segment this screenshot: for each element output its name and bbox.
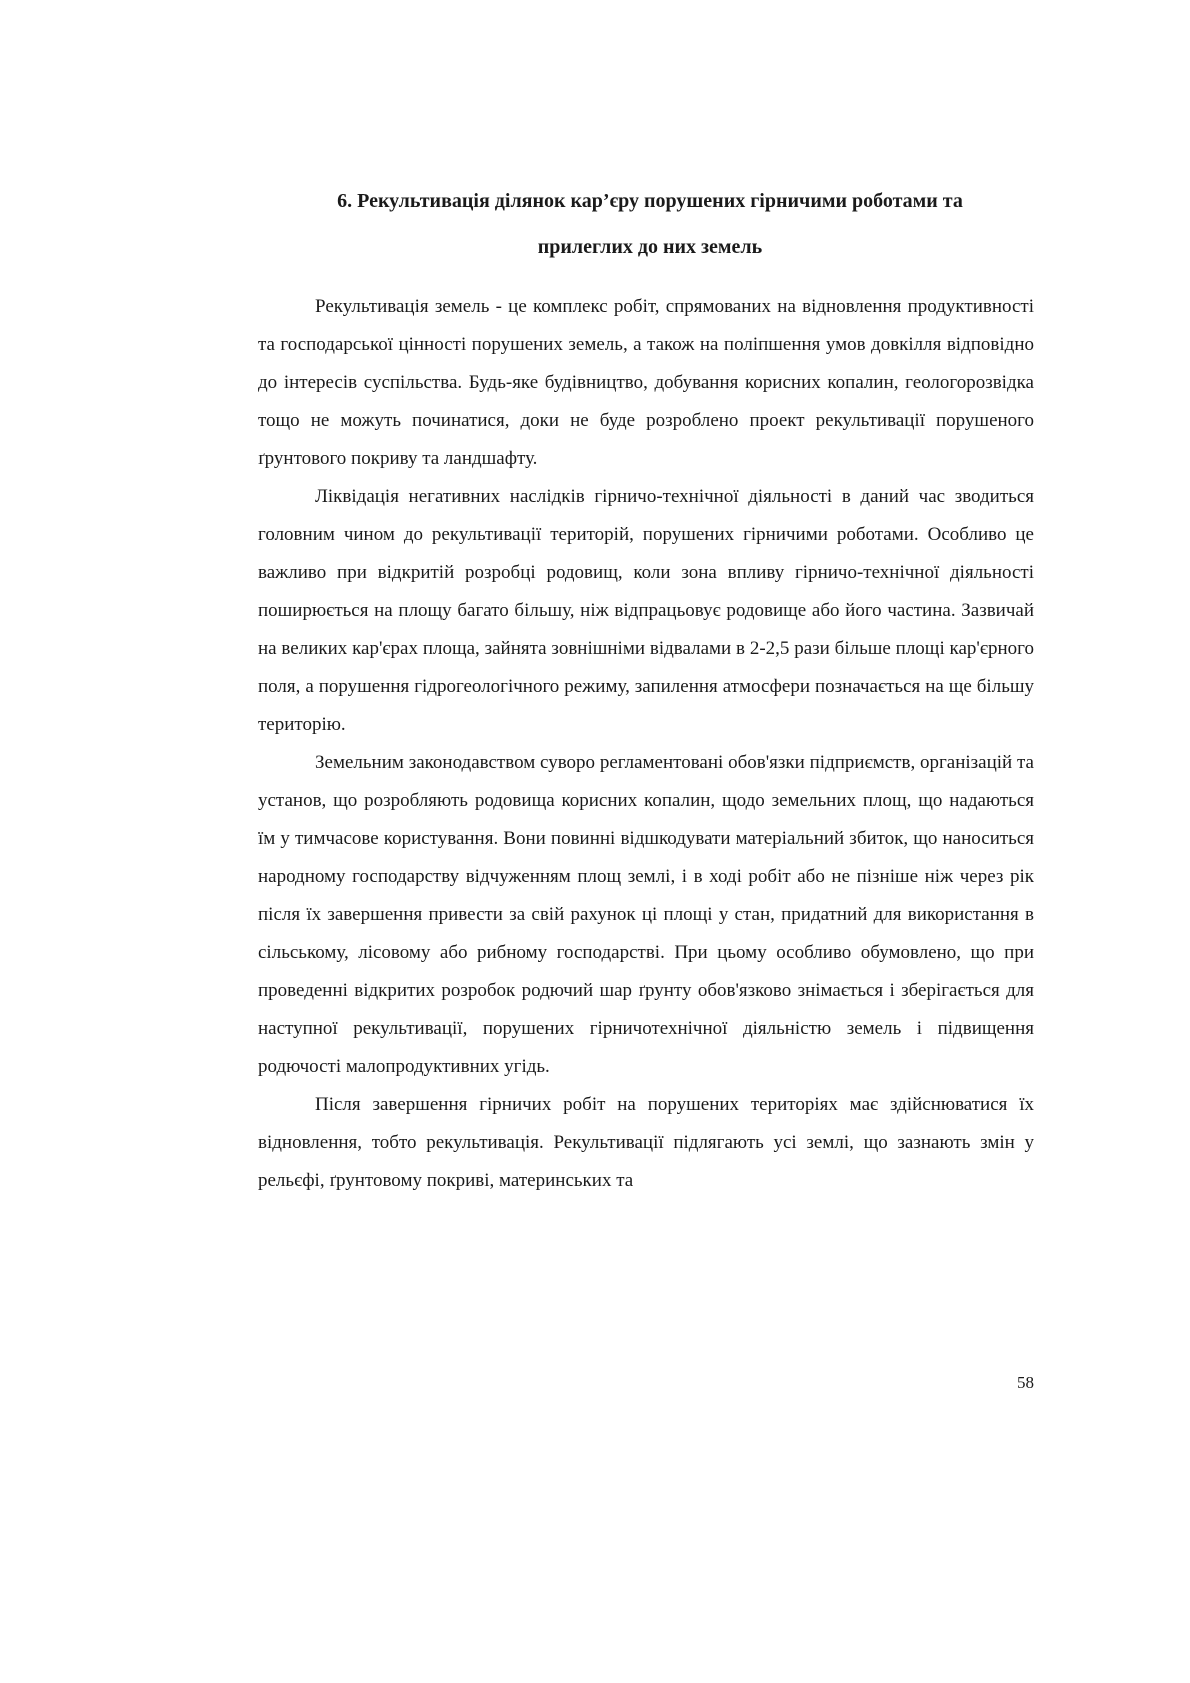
heading-line-2: прилеглих до них земель <box>537 236 763 258</box>
heading-line-1: 6. Рекультивація ділянок кар’єру порушених гірничими роботами та <box>337 190 963 212</box>
body-text <box>258 288 1034 1200</box>
paragraph-3: Земельним законодавством суворо регламентовані обов'язки підприємств, організацій та установ, що розробляють родовища корисних копалин, щодо земельних площ, що надаються їм у тимчасове користування. Вони повинні відшкодувати матеріальний збиток, що наноситься народному господарству відчуженням площ землі, і в ході робіт або не пізніше ніж через рік після їх завершення привести за свій рахунок ці площі у стан, придатний для використання в сільському, лісовому або рибному господарстві. При цьому особливо обумовлено, що при проведенні відкритих розробок родючий шар ґрунту обов'язково знімається і зберігається для наступної рекультивації, порушених гірничотехнічної діяльністю земель і підвищення родючості малопродуктивних угідь. <box>258 752 1034 1077</box>
paragraph-1: Рекультивація земель - це комплекс робіт, спрямованих на відновлення продуктивності та господарської цінності порушених земель, а також на поліпшення умов довкілля відповідно до інтересів суспільства. Будь-яке будівництво, добування корисних копалин, геологорозвідка тощо не можуть починатися, доки не буде розроблено проект рекультивації порушеного ґрунтового покриву та ландшафту. <box>258 296 1034 469</box>
page-number: 58 <box>1017 1373 1034 1392</box>
paragraph-4: Після завершення гірничих робіт на порушених територіях має здійснюватися їх відновлення, тобто рекультивація. Рекультивації підлягають усі землі, що зазнають змін у рельєфі, ґрунтовому покриві, материнських та <box>258 1094 1034 1191</box>
paragraph-2: Ліквідація негативних наслідків гірничо-технічної діяльності в даний час зводиться головним чином до рекультивації територій, порушених гірничими роботами. Особливо це важливо при відкритій розробці родовищ, коли зона впливу гірничо-технічної діяльності поширюється на площу багато більшу, ніж відпрацьовує родовище або його частина. Зазвичай на великих кар'єрах площа, зайнята зовнішніми відвалами в 2-2,5 рази більше площі кар'єрного поля, а порушення гідрогеологічного режиму, запилення атмосфери позначається на ще більшу територію. <box>258 486 1034 735</box>
section-heading <box>240 178 1060 270</box>
